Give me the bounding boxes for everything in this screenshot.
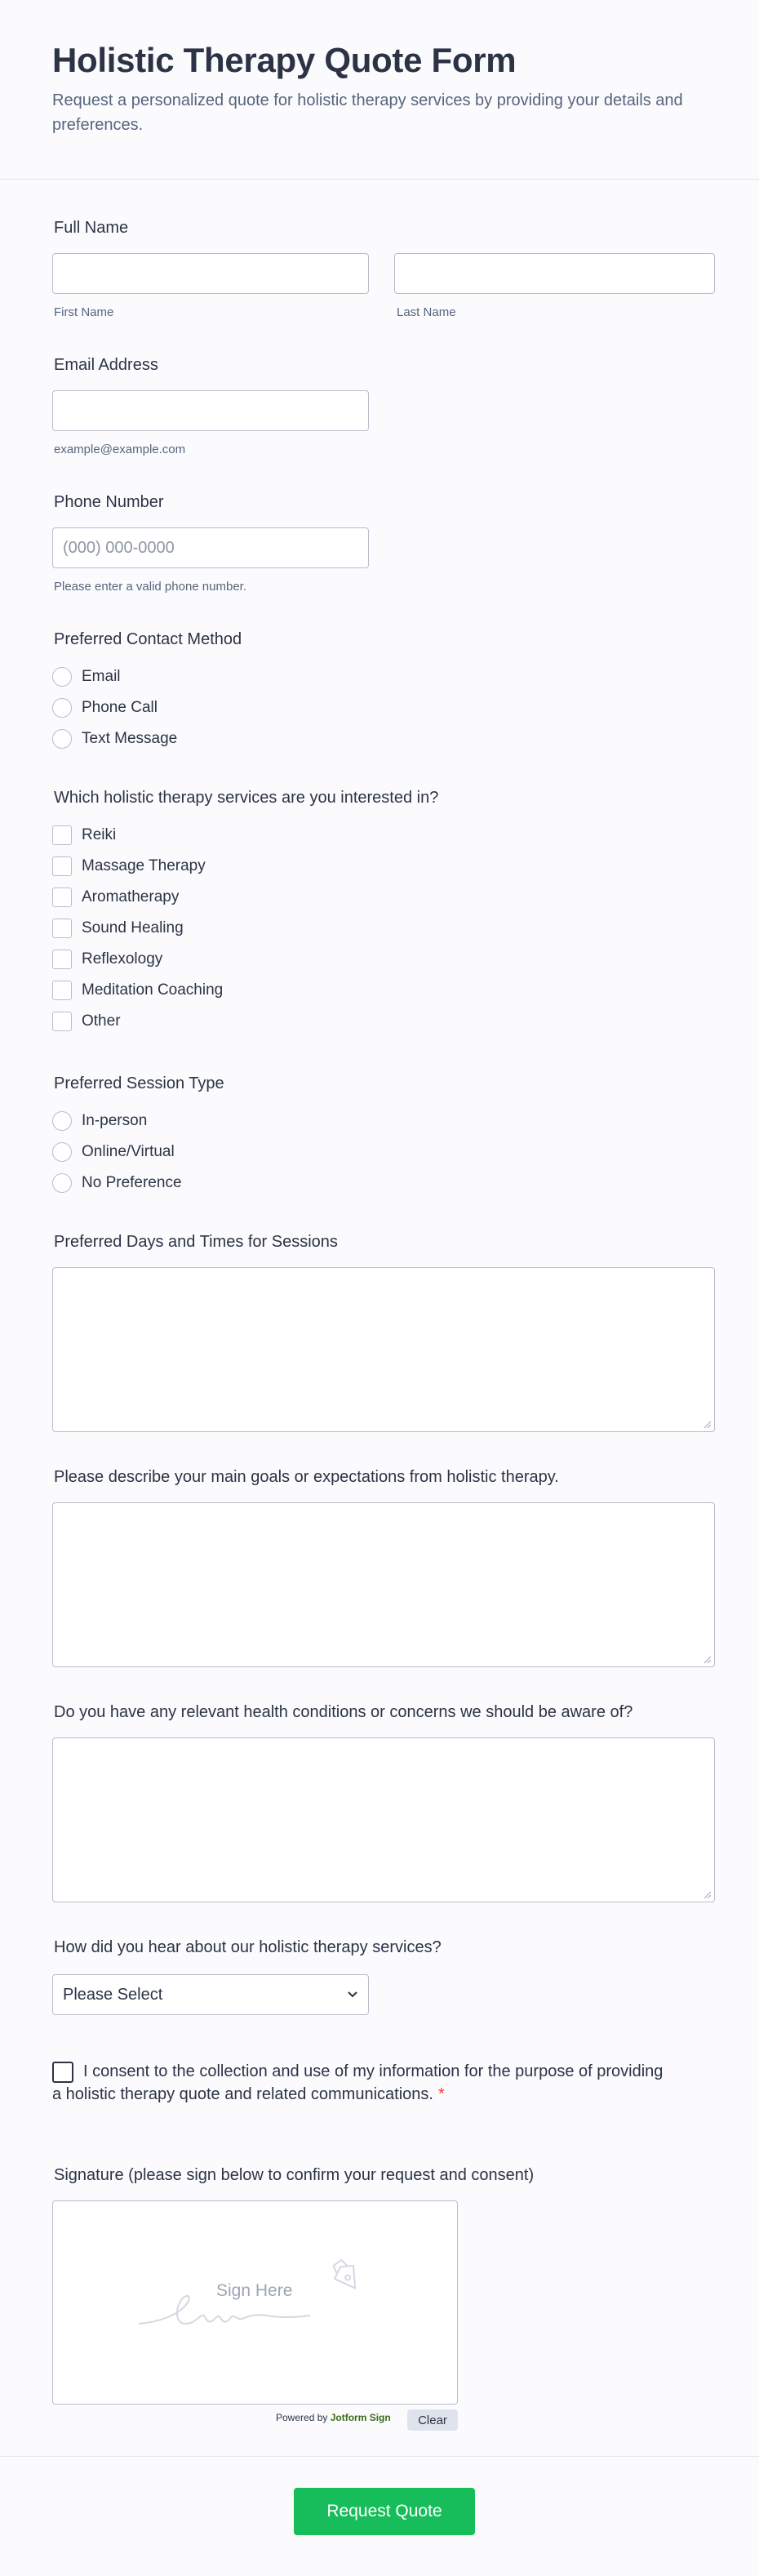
checkbox[interactable]: [52, 856, 72, 876]
signature-pad[interactable]: [52, 2200, 458, 2405]
first-name-sublabel: First Name: [54, 305, 114, 319]
contact-option-email[interactable]: [52, 665, 121, 688]
services-label: Which holistic therapy services are you interested in?: [54, 789, 439, 807]
radio-button[interactable]: [52, 729, 72, 749]
radio-button[interactable]: [52, 667, 72, 687]
radio-button[interactable]: [52, 1173, 72, 1193]
page-subtitle: Request a personalized quote for holistic therapy services by providing your details and preferences.: [52, 91, 683, 134]
checkbox[interactable]: [52, 981, 72, 1000]
referral-select[interactable]: [52, 1974, 369, 2015]
contact-option-phone[interactable]: [52, 696, 158, 719]
checkbox[interactable]: [52, 888, 72, 907]
contact-method-label: Preferred Contact Method: [54, 630, 242, 648]
service-option-massage[interactable]: [52, 855, 206, 878]
powered-by: [276, 2412, 391, 2423]
service-option-reiki[interactable]: [52, 824, 116, 847]
form-header: [0, 0, 759, 180]
page-title: Holistic Therapy Quote Form: [52, 41, 517, 79]
checkbox[interactable]: [52, 825, 72, 845]
request-quote-button[interactable]: Request Quote: [294, 2488, 475, 2535]
option-label: Meditation Coaching: [82, 981, 224, 999]
session-type-label: Preferred Session Type: [54, 1074, 224, 1092]
option-label: Reflexology: [82, 950, 163, 968]
chevron-down-icon: [347, 1991, 358, 1999]
resize-handle-icon[interactable]: [703, 1420, 711, 1428]
radio-button[interactable]: [52, 1142, 72, 1162]
checkbox[interactable]: [52, 950, 72, 969]
consent-text: I consent to the collection and use of my information for the purpose of providing a holistic therapy quote and related communications.: [52, 2062, 664, 2103]
days-times-label: Preferred Days and Times for Sessions: [54, 1233, 338, 1251]
health-label: Do you have any relevant health conditions or concerns we should be aware of?: [54, 1703, 633, 1721]
option-label: Other: [82, 1012, 121, 1030]
clear-signature-button[interactable]: Clear: [407, 2409, 458, 2431]
service-option-reflexology[interactable]: [52, 948, 162, 971]
goals-textarea[interactable]: [52, 1502, 715, 1667]
radio-button[interactable]: [52, 1111, 72, 1131]
footer-divider: [0, 2456, 759, 2457]
powered-prefix: Powered by: [276, 2412, 328, 2423]
service-option-sound-healing[interactable]: [52, 917, 184, 940]
option-label: Aromatherapy: [82, 888, 180, 905]
service-option-other[interactable]: [52, 1010, 121, 1033]
option-label: Email: [82, 668, 121, 685]
option-label: Reiki: [82, 826, 117, 843]
session-option-in-person[interactable]: [52, 1110, 147, 1132]
first-name-input[interactable]: [52, 253, 369, 294]
signature-label: Signature (please sign below to confirm your request and consent): [54, 2166, 535, 2184]
health-textarea[interactable]: [52, 1737, 715, 1902]
phone-label: Phone Number: [54, 493, 164, 511]
consent-label: [52, 2060, 672, 2106]
signature-scribble-icon: [53, 2201, 459, 2405]
email-label: Email Address: [54, 356, 158, 374]
full-name-label: Full Name: [54, 219, 129, 237]
option-label: Massage Therapy: [82, 857, 206, 874]
option-label: No Preference: [82, 1174, 182, 1191]
checkbox[interactable]: [52, 1012, 72, 1031]
last-name-input[interactable]: [394, 253, 715, 294]
phone-input[interactable]: [52, 527, 369, 568]
option-label: Online/Virtual: [82, 1143, 175, 1160]
phone-sublabel: Please enter a valid phone number.: [54, 580, 246, 594]
option-label: In-person: [82, 1112, 148, 1129]
checkbox[interactable]: [52, 919, 72, 938]
select-value: Please Select: [63, 1985, 163, 2004]
option-label: Sound Healing: [82, 919, 184, 937]
required-mark: *: [437, 2085, 445, 2103]
contact-option-text[interactable]: [52, 727, 177, 750]
session-option-online[interactable]: [52, 1141, 175, 1163]
resize-handle-icon[interactable]: [703, 1890, 711, 1898]
session-option-no-preference[interactable]: [52, 1172, 182, 1195]
last-name-sublabel: Last Name: [397, 305, 456, 319]
option-label: Text Message: [82, 730, 178, 747]
referral-label: How did you hear about our holistic therapy services?: [54, 1938, 442, 1956]
jotform-sign-link[interactable]: Jotform Sign: [330, 2412, 391, 2423]
service-option-aromatherapy[interactable]: [52, 886, 179, 909]
days-times-textarea[interactable]: [52, 1267, 715, 1432]
service-option-meditation[interactable]: [52, 979, 223, 1002]
email-input[interactable]: [52, 390, 369, 431]
resize-handle-icon[interactable]: [703, 1655, 711, 1663]
option-label: Phone Call: [82, 699, 158, 716]
goals-label: Please describe your main goals or expectations from holistic therapy.: [54, 1468, 559, 1486]
signature-placeholder: Sign Here: [216, 2281, 293, 2300]
radio-button[interactable]: [52, 698, 72, 718]
email-sublabel: example@example.com: [54, 443, 186, 456]
